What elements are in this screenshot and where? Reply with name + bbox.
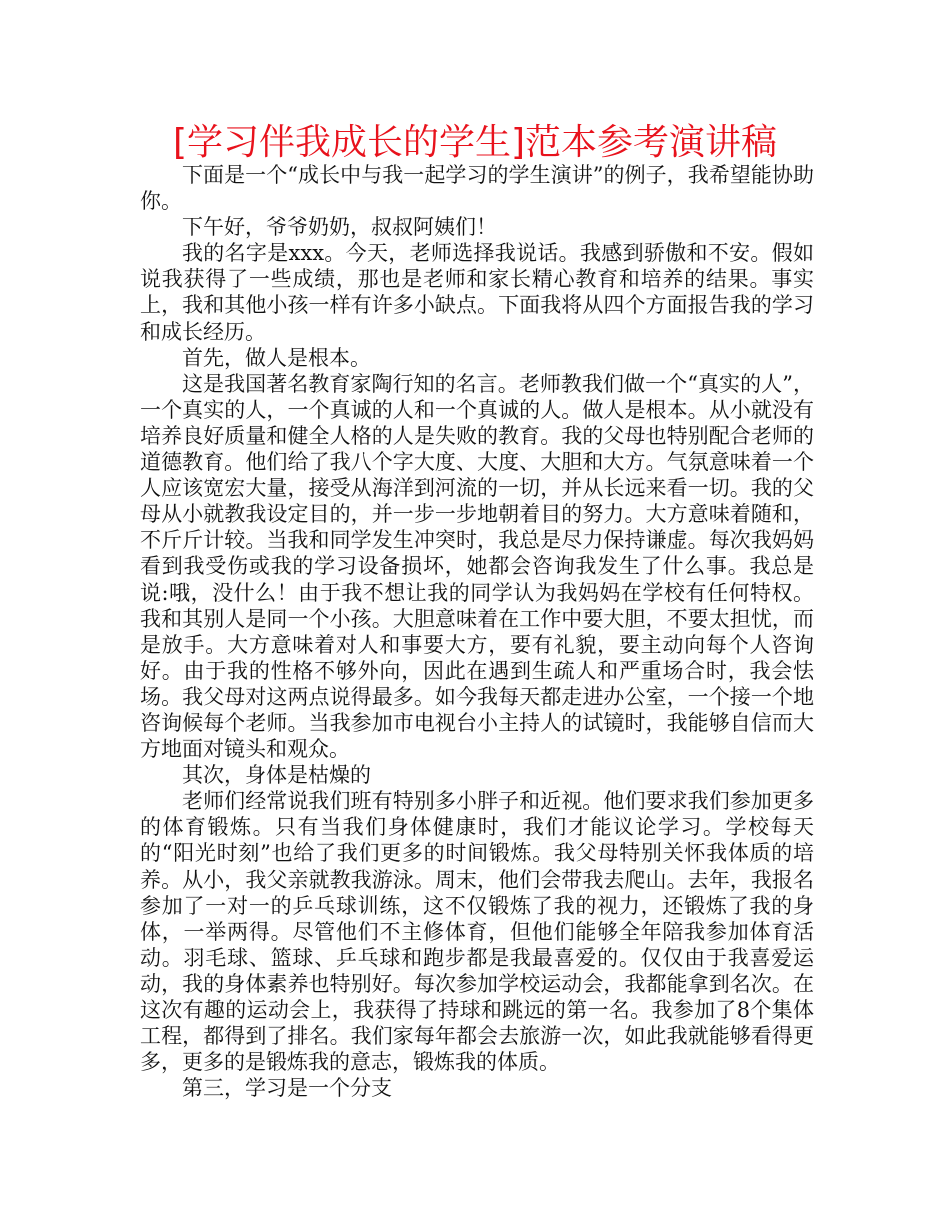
document-title: [学习伴我成长的学生]范本参考演讲稿	[172, 122, 778, 163]
paragraph-character: 这是我国著名教育家陶行知的名言。老师教我们做一个“真实的人”，一个真实的人，一个真诚的人和一个真诚的人。做人是根本。从小就没有培养良好质量和健全人格的人是失败的教育。我的父母也特别配合老师的道德教育。他们给了我八个字大度、大度、大胆和大方。气氛意味着一个人应该宽宏大量，接受从海洋到河流的一切，并从长远来看一切。我的父母从小就教我设定目的，并一步一步地朝着目的努力。大方意味着随和，不斤斤计较。当我和同学发生冲突时，我总是尽力保持谦虚。每次我妈妈看到我受伤或我的学习设备损坏，她都会咨询我发生了什么事。我总是说:哦，没什么！由于我不想让我的同学认为我妈妈在学校有任何特权。我和其别人是同一个小孩。大胆意味着在工作中要大胆，不要太担忧，而是放手。大方意味着对人和事要大方，要有礼貌，要主动向每个人咨询好。由于我的性格不够外向，因此在遇到生疏人和严重场合时，我会怯场。我父母对这两点说得最多。如今我每天都走进办公室，一个接一个地咨询候每个老师。当我参加市电视台小主持人的试镜时，我能够自信而大方地面对镜头和观众。	[140, 371, 814, 762]
paragraph-intro: 下面是一个“成长中与我一起学习的学生演讲”的例子，我希望能协助你。	[140, 163, 814, 214]
section-heading-second: 其次，身体是枯燥的	[182, 763, 371, 788]
paragraph-self-introduction: 我的名字是xxx。今天，老师选择我说话。我感到骄傲和不安。假如说我获得了一些成绩，那也是老师和家长精心教育和培养的结果。事实上，我和其他小孩一样有许多小缺点。下面我将从四个方面报告我的学习和成长经历。	[140, 241, 814, 344]
section-heading-first: 首先，做人是根本。	[182, 345, 371, 370]
paragraph-health: 老师们经常说我们班有特别多小胖子和近视。他们要求我们参加更多的体育锻炼。只有当我们身体健康时，我们才能议论学习。学校每天的“阳光时刻”也给了我们更多的时间锻炼。我父母特别关怀我体质的培养。从小，我父亲就教我游泳。周末，他们会带我去爬山。去年，我报名参加了一对一的乒乓球训练，这不仅锻炼了我的视力，还锻炼了我的身体，一举两得。尽管他们不主修体育，但他们能够全年陪我参加体育活动。羽毛球、篮球、乒乓球和跑步都是我最喜爱的。仅仅由于我喜爱运动，我的身体素养也特别好。每次参加学校运动会，我都能拿到名次。在这次有趣的运动会上，我获得了持球和跳远的第一名。我参加了8个集体工程，都得到了排名。我们家每年都会去旅游一次，如此我就能够看得更多，更多的是锻炼我的意志，锻炼我的体质。	[140, 789, 814, 1075]
document-body	[140, 162, 814, 1101]
section-heading-third: 第三，学习是一个分支	[182, 1076, 392, 1101]
paragraph-greeting: 下午好，爷爷奶奶，叔叔阿姨们！	[182, 215, 497, 240]
